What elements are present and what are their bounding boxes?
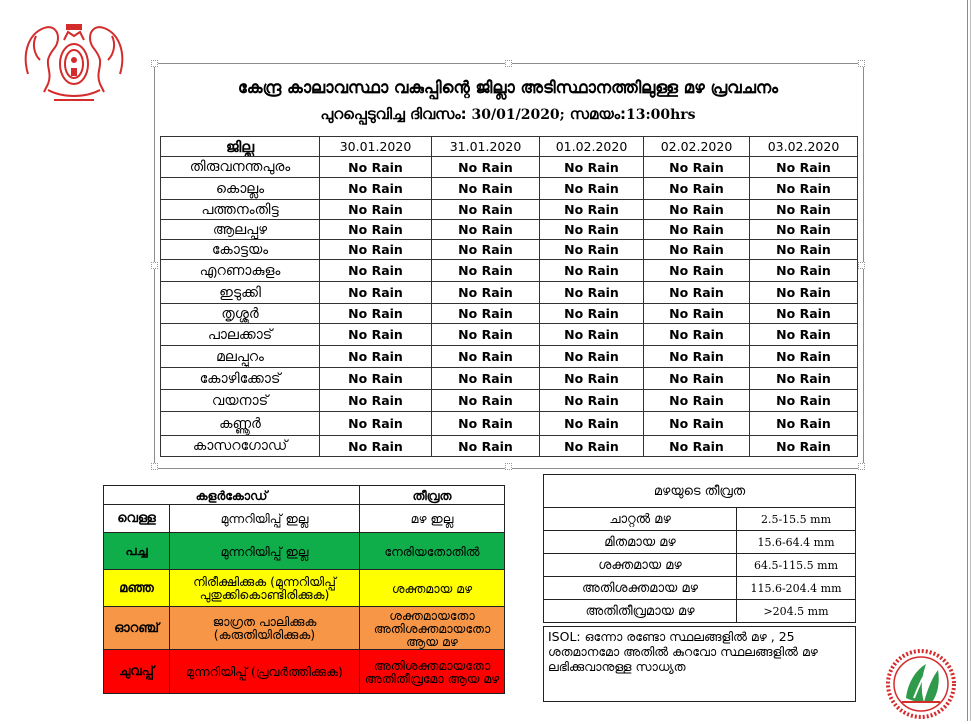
forecast-cell: No Rain (432, 220, 540, 240)
intensity-title-row (544, 475, 856, 508)
resize-handle[interactable] (151, 463, 158, 470)
colour-intensity: ശക്തമായ മഴ (360, 570, 505, 607)
forecast-cell: No Rain (540, 240, 644, 260)
forecast-cell: No Rain (432, 436, 540, 457)
forecast-cell: No Rain (320, 324, 432, 346)
forecast-cell: No Rain (320, 282, 432, 304)
date-header: 03.02.2020 (750, 137, 858, 157)
forecast-cell: No Rain (432, 200, 540, 220)
forecast-cell: No Rain (644, 436, 750, 457)
forecast-cell: No Rain (750, 436, 858, 457)
colour-warning: മുന്നറിയിപ്പ് ഇല്ല (170, 533, 360, 570)
resize-handle[interactable] (858, 262, 865, 269)
district-name: കണ്ണൂർ (161, 412, 320, 436)
forecast-cell: No Rain (540, 436, 644, 457)
forecast-cell: No Rain (750, 240, 858, 260)
forecast-cell: No Rain (432, 157, 540, 178)
forecast-cell: No Rain (750, 260, 858, 282)
forecast-cell: No Rain (644, 178, 750, 200)
table-row (161, 436, 858, 457)
issued-date: 30/01/2020; (466, 107, 570, 123)
district-name: ആലപ്പുഴ (161, 220, 320, 240)
forecast-cell: No Rain (750, 282, 858, 304)
table-row (161, 240, 858, 260)
colour-row (104, 570, 505, 607)
forecast-cell: No Rain (540, 324, 644, 346)
district-name: കോട്ടയം (161, 240, 320, 260)
table-row (161, 324, 858, 346)
colour-row (104, 533, 505, 570)
intensity-row (544, 508, 856, 531)
forecast-cell: No Rain (432, 304, 540, 324)
colour-intensity: ശക്തമായതോ അതിശക്തമായതോ ആയ മഴ (360, 607, 505, 650)
forecast-cell: No Rain (644, 346, 750, 368)
table-row (161, 157, 858, 178)
forecast-cell: No Rain (432, 178, 540, 200)
date-header: 31.01.2020 (432, 137, 540, 157)
forecast-cell: No Rain (540, 412, 644, 436)
date-header: 02.02.2020 (644, 137, 750, 157)
forecast-cell: No Rain (432, 282, 540, 304)
issued-info (160, 105, 856, 123)
forecast-cell: No Rain (540, 390, 644, 412)
forecast-table (160, 136, 858, 457)
forecast-cell: No Rain (320, 412, 432, 436)
intensity-range: 64.5-115.5 mm (737, 554, 856, 577)
forecast-cell: No Rain (320, 368, 432, 390)
colour-name: വെള്ള (104, 505, 170, 533)
forecast-cell: No Rain (644, 260, 750, 282)
colour-warning: ജാഗ്രത പാലിക്കുക (കരുതിയിരിക്കുക) (170, 607, 360, 650)
colour-code-table (103, 485, 505, 694)
table-row (161, 220, 858, 240)
colour-name: പച്ച (104, 533, 170, 570)
table-row (161, 260, 858, 282)
resize-handle[interactable] (858, 463, 865, 470)
forecast-cell: No Rain (644, 304, 750, 324)
forecast-cell: No Rain (540, 368, 644, 390)
intensity-label: ശക്തമായ മഴ (544, 554, 737, 577)
forecast-cell: No Rain (432, 324, 540, 346)
forecast-cell: No Rain (750, 157, 858, 178)
forecast-cell: No Rain (320, 240, 432, 260)
district-name: കൊല്ലം (161, 178, 320, 200)
forecast-cell: No Rain (750, 220, 858, 240)
colour-name: ഓറഞ്ച് (104, 607, 170, 650)
forecast-cell: No Rain (750, 200, 858, 220)
colour-row (104, 607, 505, 650)
resize-handle[interactable] (505, 60, 512, 67)
time-label: സമയം: (569, 105, 626, 123)
district-header: ജില്ല (161, 137, 320, 157)
forecast-cell: No Rain (644, 220, 750, 240)
colour-intensity: നേരിയതോതിൽ (360, 533, 505, 570)
forecast-cell: No Rain (320, 200, 432, 220)
forecast-cell: No Rain (750, 368, 858, 390)
colour-intensity: മഴ ഇല്ല (360, 505, 505, 533)
forecast-cell: No Rain (540, 304, 644, 324)
resize-handle[interactable] (505, 463, 512, 470)
table-row (161, 412, 858, 436)
forecast-cell: No Rain (750, 346, 858, 368)
colour-warning: നിരീക്ഷിക്കുക (മുന്നറിയിപ്പ് പുതുക്കികൊണ്ടിരിക്കുക) (170, 570, 360, 607)
forecast-cell: No Rain (540, 260, 644, 282)
intensity-label: മിതമായ മഴ (544, 531, 737, 554)
intensity-range: 115.6-204.4 mm (737, 577, 856, 600)
intensity-row (544, 577, 856, 600)
district-name: കാസറഗോഡ് (161, 436, 320, 457)
forecast-cell: No Rain (540, 346, 644, 368)
forecast-cell: No Rain (644, 282, 750, 304)
forecast-cell: No Rain (320, 304, 432, 324)
window-edge (967, 0, 968, 721)
forecast-cell: No Rain (540, 200, 644, 220)
intensity-title: മഴയുടെ തീവ്രത (544, 475, 856, 508)
colour-header-row (104, 486, 505, 505)
table-row (161, 282, 858, 304)
district-name: തിരുവനന്തപുരം (161, 157, 320, 178)
district-name: എറണാകുളം (161, 260, 320, 282)
district-name: പാലക്കാട് (161, 324, 320, 346)
forecast-cell: No Rain (750, 178, 858, 200)
intensity-range: >204.5 mm (737, 600, 856, 623)
intensity-header: തീവ്രത (360, 486, 505, 505)
district-name: തൃശ്ശൂർ (161, 304, 320, 324)
colour-code-header: കളർകോഡ് (104, 486, 360, 505)
colour-name: മഞ്ഞ (104, 570, 170, 607)
district-name: ഇടുക്കി (161, 282, 320, 304)
table-row (161, 304, 858, 324)
intensity-label: അതിതീവ്രമായ മഴ (544, 600, 737, 623)
forecast-cell: No Rain (320, 436, 432, 457)
forecast-cell: No Rain (750, 304, 858, 324)
forecast-cell: No Rain (432, 240, 540, 260)
forecast-cell: No Rain (750, 412, 858, 436)
forecast-cell: No Rain (540, 220, 644, 240)
intensity-range: 15.6-64.4 mm (737, 531, 856, 554)
colour-row (104, 505, 505, 533)
forecast-cell: No Rain (540, 178, 644, 200)
colour-row (104, 650, 505, 694)
forecast-cell: No Rain (320, 157, 432, 178)
table-row (161, 346, 858, 368)
resize-handle[interactable] (151, 60, 158, 67)
forecast-cell: No Rain (432, 390, 540, 412)
district-name: കോഴിക്കോട് (161, 368, 320, 390)
forecast-cell: No Rain (540, 282, 644, 304)
table-row (161, 178, 858, 200)
forecast-cell: No Rain (320, 260, 432, 282)
forecast-cell: No Rain (644, 368, 750, 390)
imd-logo (884, 648, 958, 720)
table-row (161, 390, 858, 412)
forecast-cell: No Rain (320, 346, 432, 368)
intensity-row (544, 554, 856, 577)
forecast-cell: No Rain (644, 200, 750, 220)
forecast-cell: No Rain (320, 178, 432, 200)
forecast-cell: No Rain (644, 390, 750, 412)
district-name: വയനാട് (161, 390, 320, 412)
forecast-header-row (161, 137, 858, 157)
issued-label: പുറപ്പെടുവിച്ച ദിവസം: (320, 105, 467, 123)
table-row (161, 368, 858, 390)
issued-time: 13:00hrs (625, 107, 696, 123)
forecast-cell: No Rain (320, 390, 432, 412)
district-name: മലപ്പുറം (161, 346, 320, 368)
intensity-label: ചാറ്റൽ മഴ (544, 508, 737, 531)
forecast-cell: No Rain (320, 220, 432, 240)
forecast-cell: No Rain (644, 240, 750, 260)
forecast-cell: No Rain (644, 412, 750, 436)
resize-handle[interactable] (858, 60, 865, 67)
forecast-cell: No Rain (644, 157, 750, 178)
district-name: പത്തനംതിട്ട (161, 200, 320, 220)
colour-name: ചുവപ്പ് (104, 650, 170, 694)
forecast-cell: No Rain (432, 346, 540, 368)
forecast-cell: No Rain (432, 412, 540, 436)
intensity-row (544, 531, 856, 554)
intensity-range: 2.5-15.5 mm (737, 508, 856, 531)
intensity-label: അതിശക്തമായ മഴ (544, 577, 737, 600)
date-header: 01.02.2020 (540, 137, 644, 157)
colour-warning: മുന്നറിയിപ്പ് (പ്രവർത്തിക്കുക) (170, 650, 360, 694)
forecast-cell: No Rain (750, 390, 858, 412)
forecast-cell: No Rain (432, 368, 540, 390)
forecast-title: കേന്ദ്ര കാലാവസ്ഥാ വകുപ്പിന്റെ ജില്ലാ അടിസ്ഥാനത്തിലുള്ള മഴ പ്രവചനം (237, 78, 779, 97)
forecast-cell: No Rain (540, 157, 644, 178)
date-header: 30.01.2020 (320, 137, 432, 157)
rain-intensity-table (543, 474, 856, 623)
forecast-cell: No Rain (644, 324, 750, 346)
resize-handle[interactable] (151, 262, 158, 269)
forecast-cell: No Rain (750, 324, 858, 346)
kerala-emblem-logo (18, 14, 130, 106)
isol-note: ISOL: ഒന്നോ രണ്ടോ സ്ഥലങ്ങളിൽ മഴ , 25 ശതമാനമോ അതിൽ കുറവോ സ്ഥലങ്ങളിൽ മഴ ലഭിക്കുവാനുള്ള സാധ്യത (543, 626, 856, 702)
colour-intensity: അതിശക്തമായതോ അതിതീവ്രമോ ആയ മഴ (360, 650, 505, 694)
table-row (161, 200, 858, 220)
intensity-row (544, 600, 856, 623)
colour-warning: മുന്നറിയിപ്പ് ഇല്ല (170, 505, 360, 533)
forecast-cell: No Rain (432, 260, 540, 282)
